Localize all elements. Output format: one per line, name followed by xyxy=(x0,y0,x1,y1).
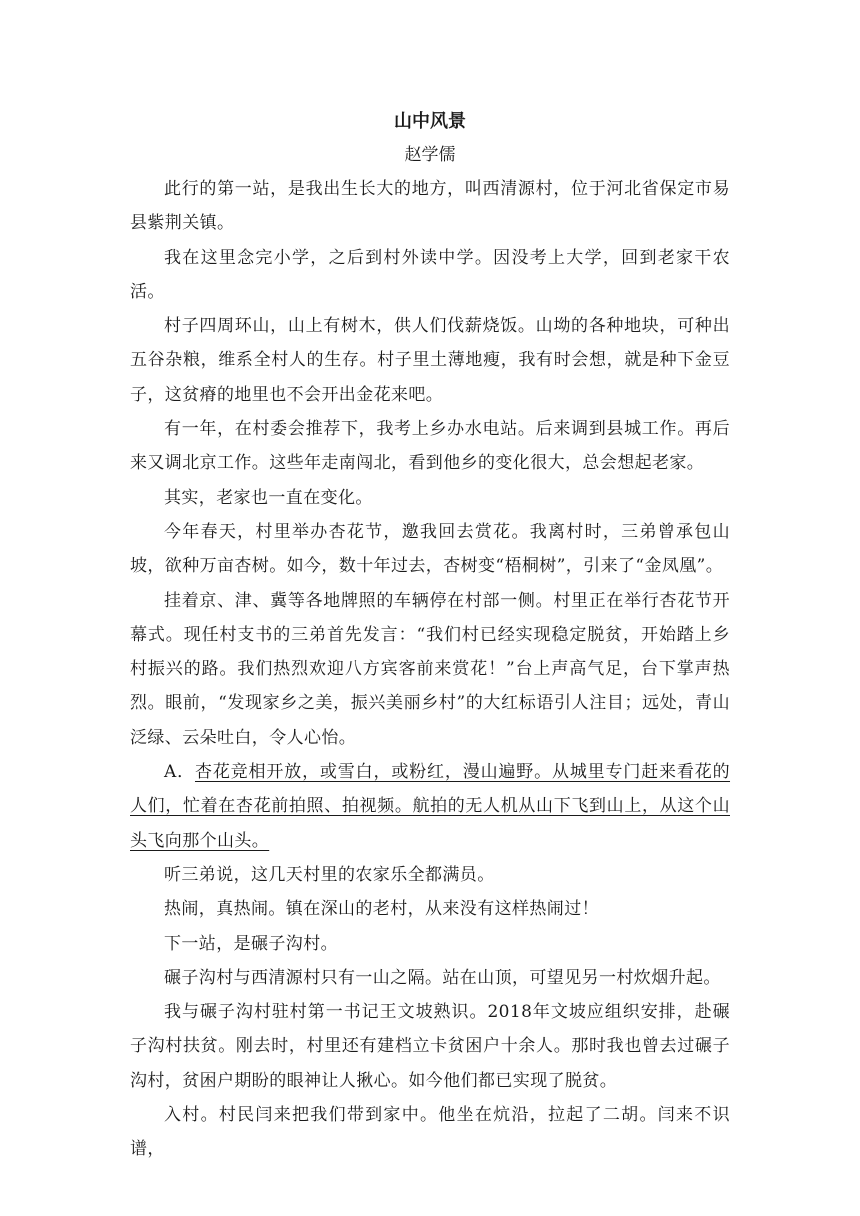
paragraph-1: 此行的第一站，是我出生长大的地方，叫西清源村，位于河北省保定市易县紫荆关镇。 xyxy=(130,179,730,234)
article-author: 赵学儒 xyxy=(404,145,456,165)
paragraph-10: 热闹，真热闹。镇在深山的老村，从来没有这样热闹过！ xyxy=(164,899,599,920)
paragraph-5: 其实，老家也一直在变化。 xyxy=(164,487,373,508)
document-page xyxy=(130,104,730,1167)
paragraph-4: 有一年，在村委会推荐下，我考上乡办水电站。后来调到县城工作。再后来又调北京工作。这些年走南闯北，看到他乡的变化很大，总会想起老家。 xyxy=(130,419,730,474)
paragraph-9: 听三弟说，这几天村里的农家乐全都满员。 xyxy=(164,864,495,885)
underlined-passage: 杏花竞相开放，或雪白，或粉红，漫山遍野。从城里专门赶来看花的人们，忙着在杏花前拍照、拍视频。航拍的无人机从山下飞到山上，从这个山头飞向那个山头。 xyxy=(130,762,731,851)
paragraph-11: 下一站，是碾子沟村。 xyxy=(164,933,338,954)
paragraph-6: 今年春天，村里举办杏花节，邀我回去赏花。我离村时，三弟曾承包山坡，欲种万亩杏树。如今，数十年过去，杏树变“梧桐树”，引来了“金凤凰”。 xyxy=(130,521,730,577)
paragraph-2: 我在这里念完小学，之后到村外读中学。因没考上大学，回到老家干农活。 xyxy=(130,247,730,302)
paragraph-12: 碾子沟村与西清源村只有一山之隔。站在山顶，可望见另一村炊烟升起。 xyxy=(164,967,721,988)
paragraph-14: 入村。村民闫来把我们带到家中。他坐在炕沿，拉起了二胡。闫来不识谱， xyxy=(130,1105,730,1160)
marked-paragraph-a xyxy=(130,755,730,858)
paragraph-7: 挂着京、津、冀等各地牌照的车辆停在村部一侧。村里正在举行杏花节开幕式。现任村支书的三弟首先发言：“我们村已经实现稳定脱贫，开始踏上乡村振兴的路。我们热烈欢迎八方宾客前来赏花！”台上声高气足，台下掌声热烈。眼前，“发现家乡之美，振兴美丽乡村”的大红标语引人注目；远处，青山泛绿、云朵吐白，令人心怡。 xyxy=(130,590,730,748)
article-title: 山中风景 xyxy=(394,111,466,132)
marked-paragraph-label: A． xyxy=(164,762,195,783)
paragraph-3: 村子四周环山，山上有树木，供人们伐薪烧饭。山坳的各种地块，可种出五谷杂粮，维系全村人的生存。村子里土薄地瘦，我有时会想，就是种下金豆子，这贫瘠的地里也不会开出金花来吧。 xyxy=(130,316,730,405)
paragraph-13: 我与碾子沟村驻村第一书记王文坡熟识。2018年文坡应组织安排，赴碾子沟村扶贫。刚去时，村里还有建档立卡贫困户十余人。那时我也曾去过碾子沟村，贫困户期盼的眼神让人揪心。如今他们都已实现了脱贫。 xyxy=(130,1002,730,1091)
